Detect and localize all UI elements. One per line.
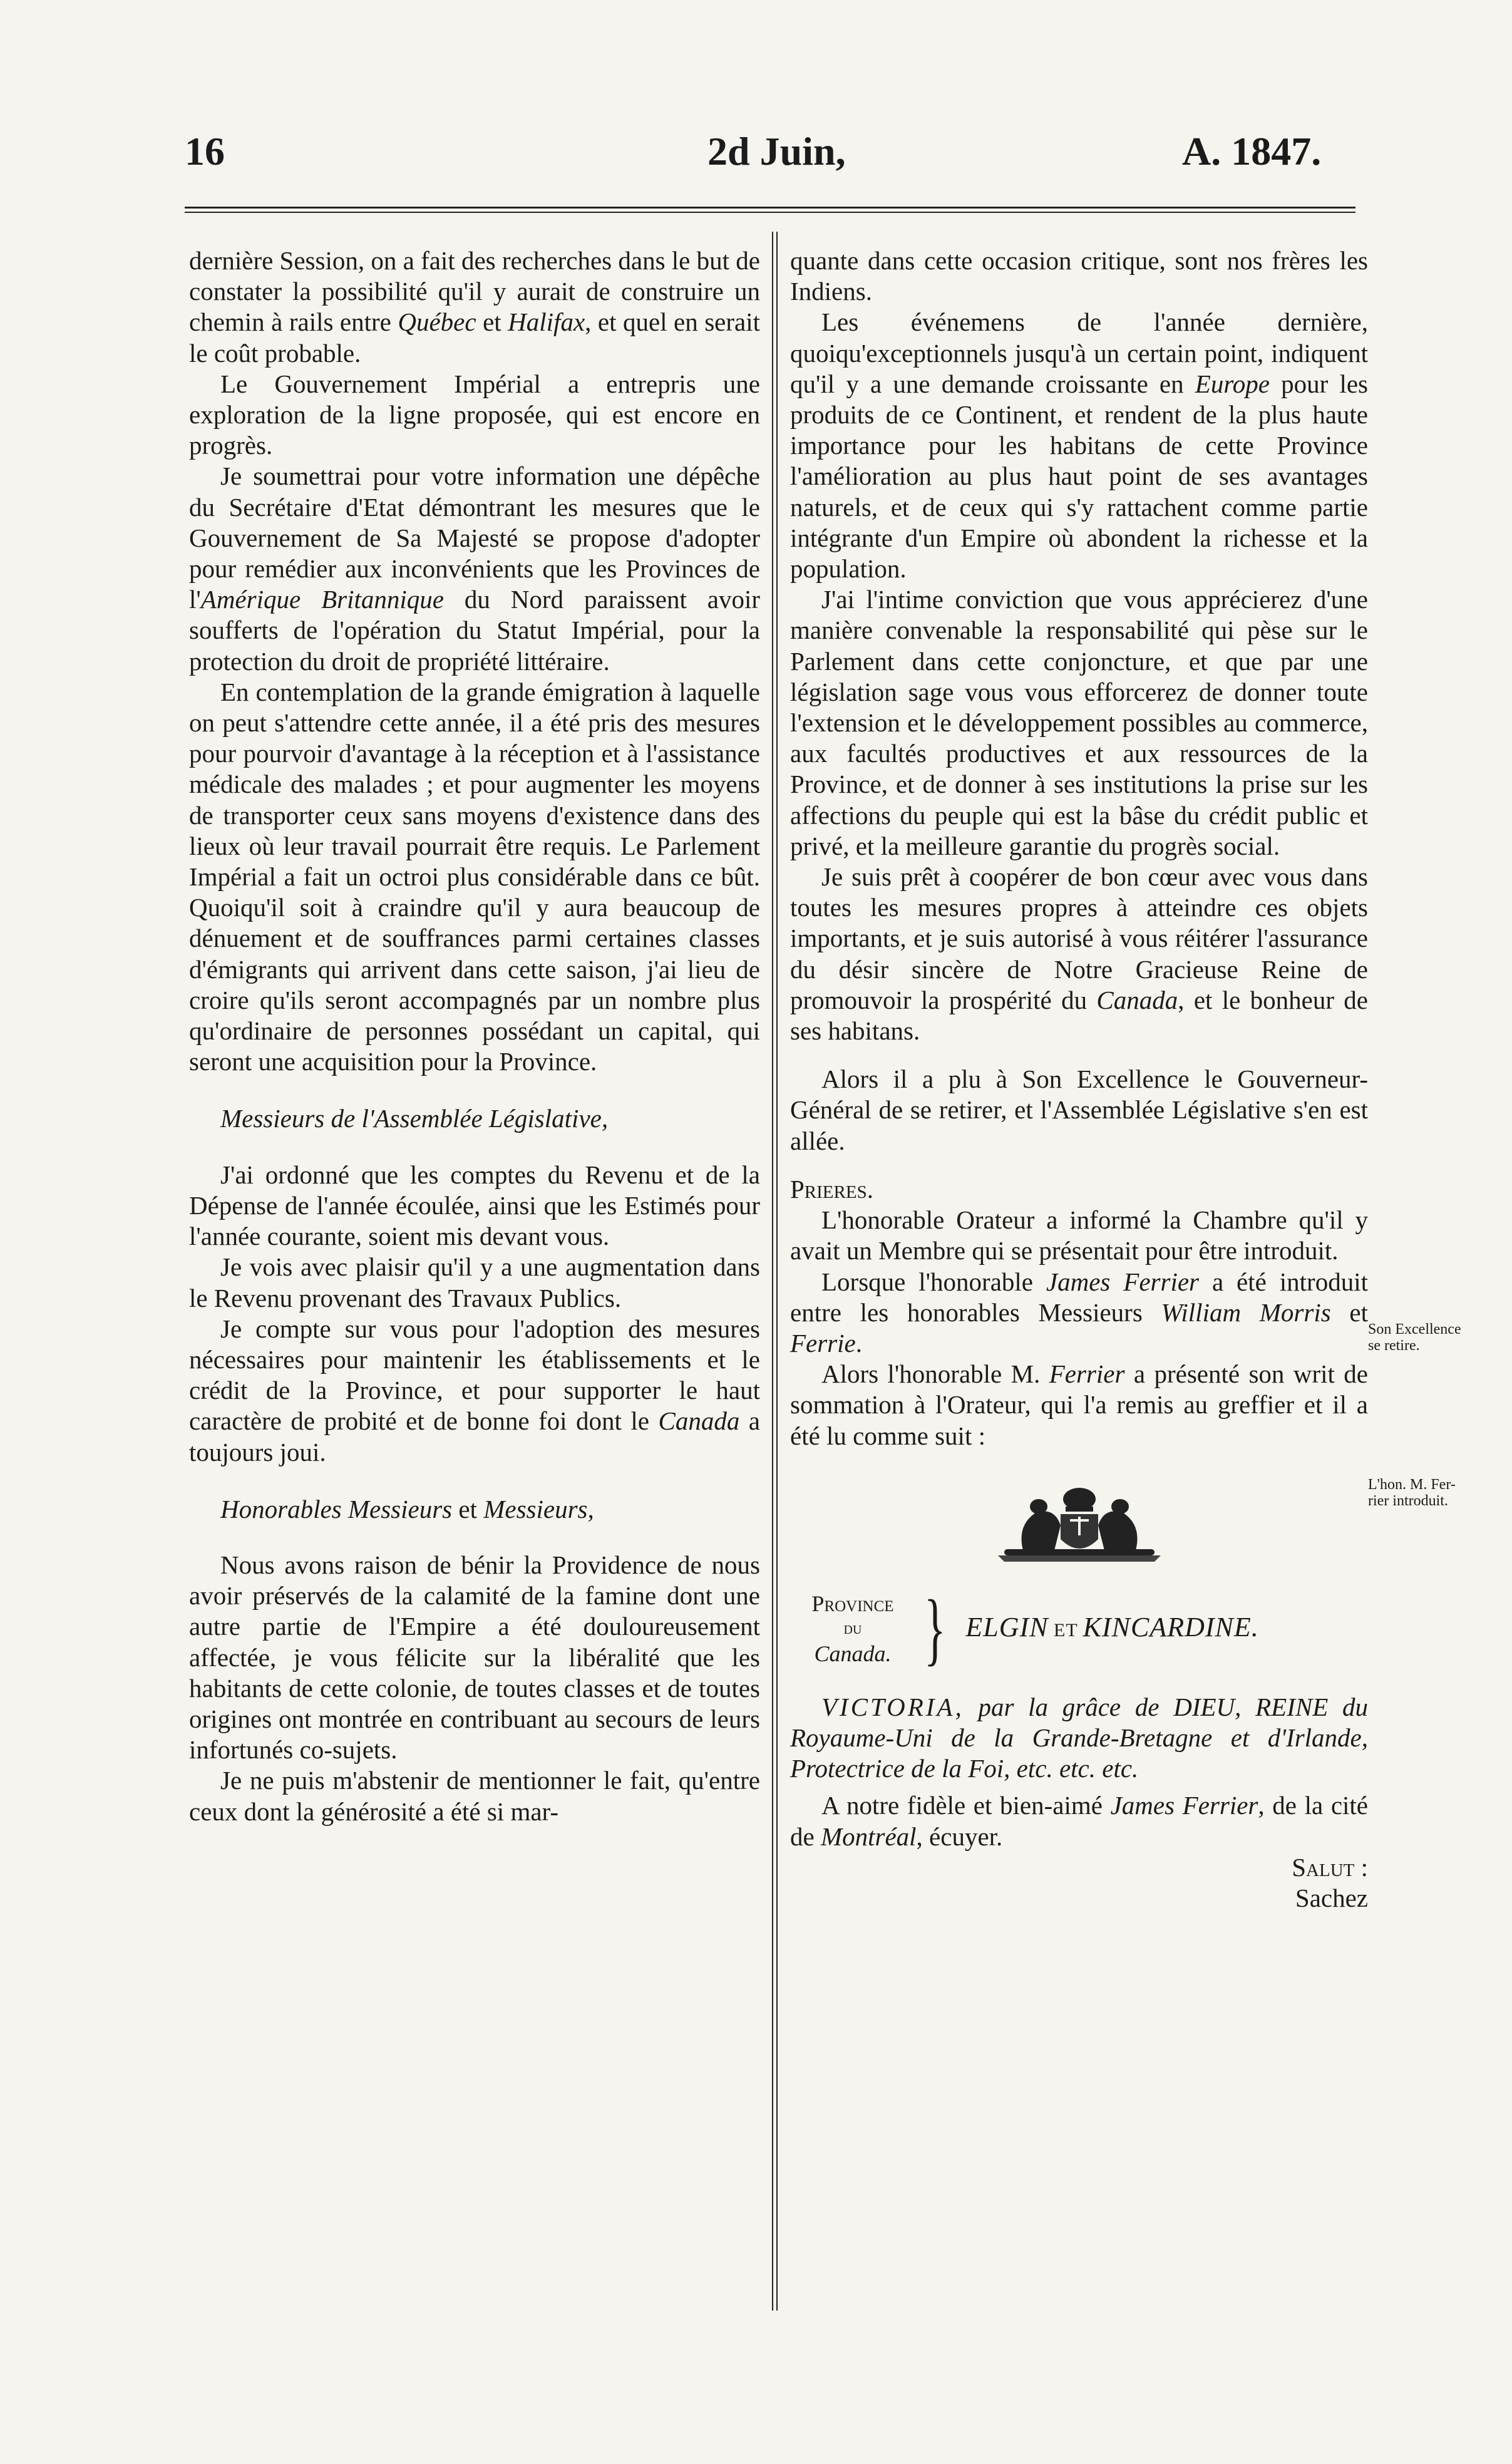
column-divider-inner [776,232,778,2311]
column-divider [772,232,773,2311]
header-date: 2d Juin, [707,129,846,173]
paragraph: Alors l'honorable M. Ferrier a présenté son writ de sommation à l'Orateur, qui l'a remis au greffier et il a été lu comme suit : [790,1359,1368,1450]
paragraph: Je suis prêt à coopérer de bon cœur avec vous dans toutes les mesures propres à atteindre ces objets importants, et je suis autorisé à vous réitérer l'assurance du désir sincère de Notre Gracieuse Reine de promouvoir la prospérité du Canada, et le bonheur de ses habitans. [790,862,1368,1046]
salut-text: Salut : [1292,1852,1368,1882]
paragraph: quante dans cette occasion critique, sont nos frères les Indiens. [790,246,1368,306]
sachez-text: Sachez [1295,1883,1368,1912]
prieres-heading: Prieres. [790,1174,873,1204]
header-year: A. 1847. [1182,129,1322,173]
paragraph: J'ai l'intime conviction que vous apprécierez d'une manière convenable la responsabilité qui pèse sur le Parlement dans cette conjoncture, et que par une législation sage vous vous efforcerez de donner toute l'extension et le développement possibles au commerce, aux facultés productives et aux ressources de la Province, et de donner à ses institutions la prise sur les affections du peuple qui est la bâse du crédit public et privé, et la meilleure garantie du progrès social. [790,585,1368,860]
paragraph: Je vois avec plaisir qu'il y a une augmentation dans le Revenu provenant des Travaux Publics. [189,1252,760,1312]
section-heading: Messieurs de l'Assemblée Législative, [220,1104,609,1133]
header-rule-top [185,207,1355,209]
margin-note-excellence: Son Excellence se retire. [1368,1321,1461,1354]
paragraph: Nous avons raison de bénir la Providence de nous avoir préservés de la calamité de la famine dont une autre partie de l'Empire a été douloureusement affectée, je vous félicite sur la libéralité que les habitants de cette colonie, de toutes classes et de toutes origines ont montrée en contribuant au secours de leurs infortunés co-sujets. [189,1550,760,1765]
paragraph: J'ai ordonné que les comptes du Revenu et de la Dépense de l'année écoulée, ainsi que les Estimés pour l'année courante, soient mis devant vous. [189,1160,760,1251]
section-heading: Honorables Messieurs et Messieurs, [220,1494,594,1523]
brace-icon: } [924,1583,946,1674]
paragraph: Lorsque l'honorable James Ferrier a été introduit entre les honorables Messieurs William Morris et Ferrie. [790,1267,1368,1358]
province-heading [790,1583,1368,1674]
paragraph: A notre fidèle et bien-aimé James Ferrier, de la cité de Montréal, écuyer. [790,1791,1368,1851]
page-number: 16 [185,129,225,173]
paragraph: dernière Session, on a fait des recherches dans le but de constater la possibilité qu'il y aurait de construire un chemin à rails entre Québec et Halifax, et quel en serait le coût probable. [189,246,761,368]
royal-coat-of-arms-icon [979,1482,1180,1563]
paragraph: Je soumettrai pour votre information une dépêche du Secrétaire d'Etat démontrant les mesures que le Gouvernement de Sa Majesté se propose d'adopter pour remédier aux inconvénients que les Provinces de l'Amérique Britannique du Nord paraissent avoir soufferts de l'opération du Statut Impérial, pour la protection du droit de propriété littéraire. [189,461,760,676]
paragraph: Je ne puis m'abstenir de mentionner le fait, qu'entre ceux dont la générosité a été si mar- [189,1766,760,1826]
royal-style: VICTORIA, par la grâce de DIEU, REINE du Royaume-Uni de la Grande-Bretagne et d'Irlande, Protectrice de la Foi, etc. etc. etc. [790,1692,1368,1783]
governor-name: ELGIN ET KINCARDINE. [965,1611,1259,1642]
province-label: Province du Canada. [811,1590,894,1666]
paragraph: L'honorable Orateur a informé la Chambre qu'il y avait un Membre qui se présentait pour être introduit. [790,1205,1368,1266]
margin-note-ferrier: L'hon. M. Fer- rier introduit. [1368,1477,1456,1509]
paragraph: En contemplation de la grande émigration à laquelle on peut s'attendre cette année, il a été pris des mesures pour pourvoir d'avantage à la réception et à l'assistance médicale des malades ; et pour augmenter les moyens de transporter ceux sans moyens d'existence dans des lieux où leur travail pourrait être requis. Le Parlement Impérial a fait un octroi plus considérable dans ce bût. Quoiqu'il soit à craindre qu'il y aura beaucoup de dénuement et de souffrances parmi certaines classes d'émigrants qui arrivent dans cette saison, j'ai lieu de croire qu'ils seront accompagnés par un nombre plus qu'ordinaire de personnes possédant un capital, qui seront une acquisition pour la Province. [189,677,760,1076]
paragraph: Le Gouvernement Impérial a entrepris une exploration de la ligne proposée, qui est encore en progrès. [189,369,760,460]
page-header [0,128,1512,185]
paragraph: Je compte sur vous pour l'adoption des mesures nécessaires pour maintenir les établissements et le crédit de la Province, et pour supporter le haut caractère de probité et de bonne foi dont le Canada a toujours joui. [189,1314,760,1467]
left-column [189,245,760,1827]
paragraph: Les événemens de l'année dernière, quoiqu'exceptionnels jusqu'à un certain point, indiquent qu'il y a une demande croissante en Europe pour les produits de ce Continent, et rendent de la plus haute importance pour les habitans de cette Province l'amélioration au plus haut point de ses avantages naturels, et de ceux qui s'y rattachent comme partie intégrante d'un Empire où abondent la richesse et la population. [790,307,1368,584]
paragraph: Alors il a plu à Son Excellence le Gouverneur-Général de se retirer, et l'Assemblée Législative s'en est allée. [790,1064,1368,1155]
right-column [790,245,1368,1914]
header-rule-bottom [185,212,1355,213]
